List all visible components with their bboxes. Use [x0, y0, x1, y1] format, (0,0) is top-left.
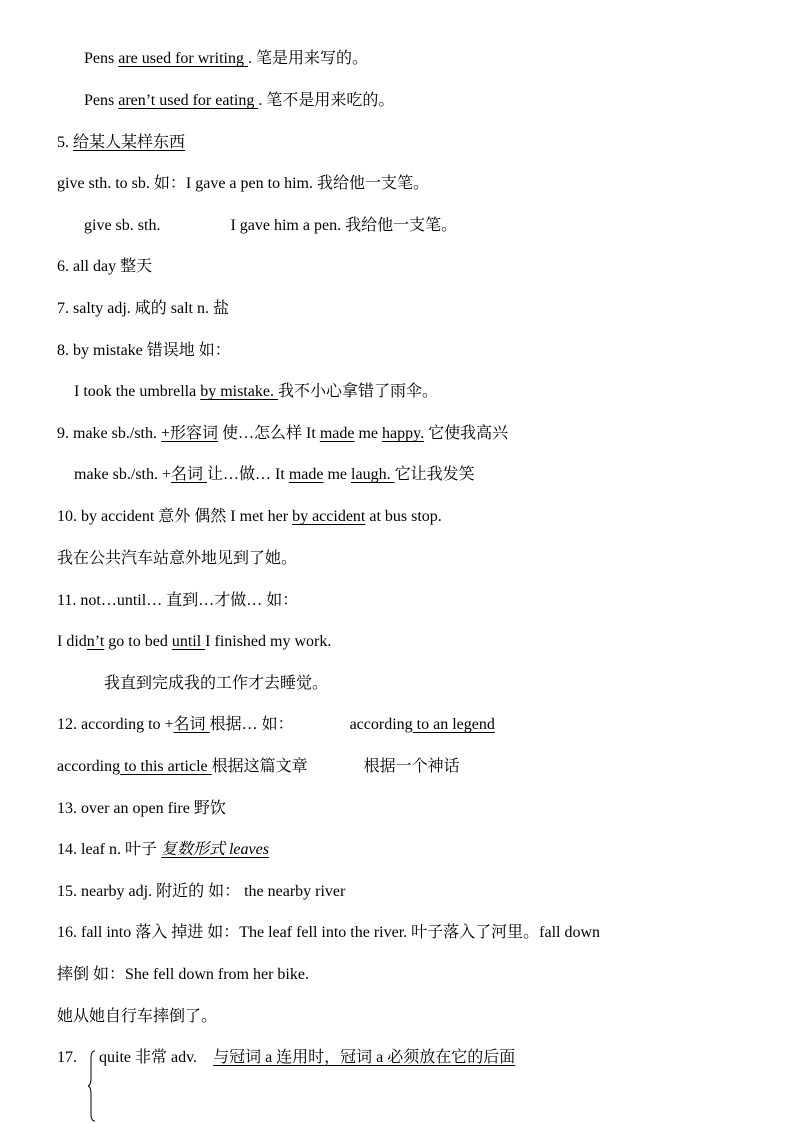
- item-10: 10. by accident 意外 偶然 I met her by accident at bus stop.: [57, 508, 442, 525]
- item-5-pattern-2: give sb. sth. I gave him a pen. 我给他一支笔。: [84, 217, 458, 234]
- example-pens-eating: Pens aren’t used for eating . 笔不是用来吃的。: [84, 92, 395, 109]
- item-15: 15. nearby adj. 附近的 如： the nearby river: [57, 883, 346, 900]
- example-pens-writing: Pens are used for writing . 笔是用来写的。: [84, 50, 368, 67]
- item-5-heading: 5. 给某人某样东西: [57, 134, 186, 151]
- item-9-noun: make sb./sth. +名词 让…做… It made me laugh. 它让我发笑: [74, 466, 475, 483]
- item-17-number: 17.: [57, 1049, 77, 1066]
- brace-icon: [88, 1050, 96, 1122]
- item-16: 16. fall into 落入 掉进 如：The leaf fell into the river. 叶子落入了河里。fall down: [57, 924, 601, 941]
- item-11-translation: 我直到完成我的工作才去睡觉。: [104, 675, 329, 692]
- item-14: 14. leaf n. 叶子 复数形式 leaves: [57, 841, 269, 858]
- item-10-translation: 我在公共汽车站意外地见到了她。: [57, 550, 298, 567]
- item-12: 12. according to +名词 根据… 如： according to an legend: [57, 716, 495, 733]
- item-6: 6. all day 整天: [57, 258, 153, 275]
- item-16-translation: 她从她自行车摔倒了。: [57, 1008, 218, 1025]
- item-11: 11. not…until… 直到…才做… 如：: [57, 592, 299, 609]
- item-13: 13. over an open fire 野饮: [57, 800, 226, 817]
- item-7: 7. salty adj. 咸的 salt n. 盐: [57, 300, 229, 317]
- item-8-example: I took the umbrella by mistake. 我不小心拿错了雨伞。: [74, 383, 438, 400]
- item-17-quite: quite 非常 adv. 与冠词 a 连用时，冠词 a 必须放在它的后面: [99, 1049, 516, 1066]
- item-8: 8. by mistake 错误地 如：: [57, 342, 231, 359]
- item-11-example: I didn’t go to bed until I finished my work.: [57, 633, 332, 650]
- item-5-pattern-1: give sth. to sb. 如：I gave a pen to him. 我给他一支笔。: [57, 175, 429, 192]
- item-9-adj: 9. make sb./sth. +形容词 使…怎么样 It made me happy. 它使我高兴: [57, 425, 509, 442]
- item-16-fall-down: 摔倒 如：She fell down from her bike.: [57, 966, 309, 983]
- item-12-examples: according to this article 根据这篇文章 根据一个神话: [57, 758, 460, 775]
